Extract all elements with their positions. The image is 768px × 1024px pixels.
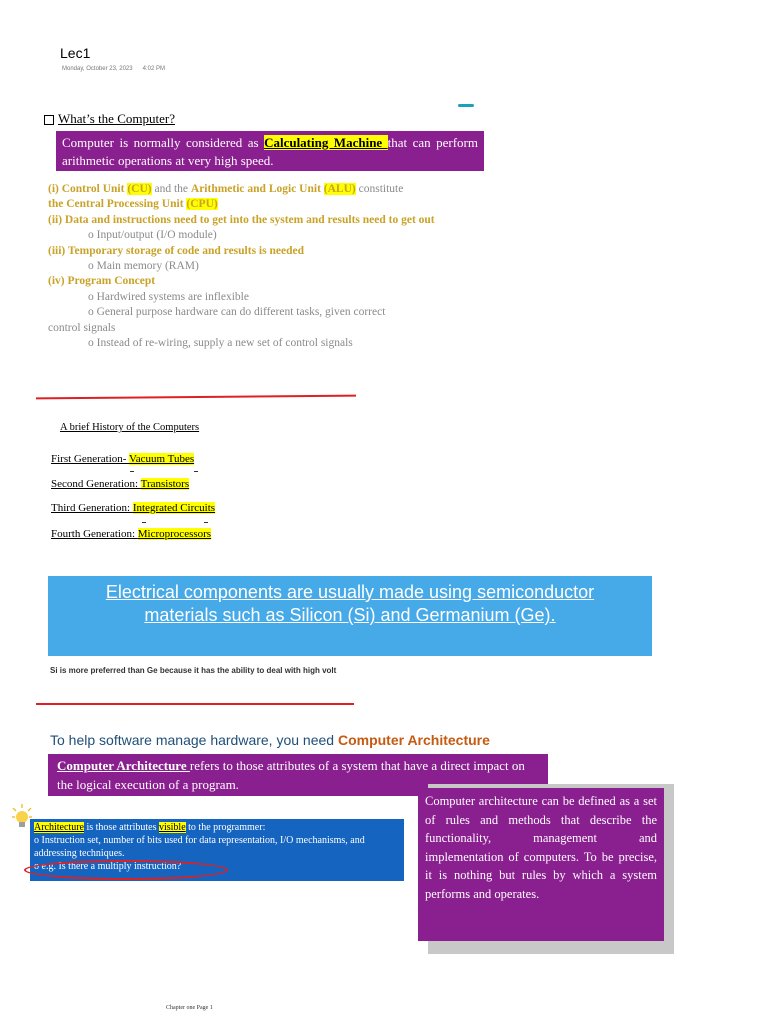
list-item (48, 197, 458, 212)
definition-text: Computer is normally considered as (62, 135, 265, 150)
item-text: Arithmetic and Logic Unit (190, 183, 324, 195)
definition-text: refers to those attributes of a system that have a direct impact on the logical execution of a program. (57, 758, 525, 792)
generation-value: Vacuum Tubes (129, 453, 195, 465)
generation-row (51, 478, 189, 490)
architecture-side-definition: Computer architecture can be defined as a set of rules and methods that describe the functionality, management and implementation of computers. To be precise, it is nothing but rules by which a system performs and operates. (418, 788, 664, 941)
generation-value: Integrated Circuits (132, 502, 216, 514)
stray-mark (142, 522, 146, 523)
red-circle-annotation (24, 860, 228, 880)
list-subitem: o General purpose hardware can do different tasks, given correct (88, 306, 386, 319)
checkbox-bullet-icon (44, 115, 54, 125)
page-footer: Chapter one Page 1 (166, 1005, 213, 1011)
section-heading-text: What’s the Computer? (58, 111, 175, 126)
item-text: constitute (355, 183, 404, 195)
section-heading (44, 111, 175, 127)
generation-value: Microprocessors (137, 528, 212, 540)
highlight-cpu: (CPU) (186, 198, 218, 211)
definition-text-end: that can perform arithmetic operations at very high speed. (62, 135, 478, 168)
red-divider (36, 395, 356, 400)
list-subitem: o Instead of re-wiring, supply a new set of control signals (88, 337, 353, 350)
list-item: (iv) Program Concept (48, 275, 156, 288)
generation-label: Second Generation: (51, 478, 141, 490)
generation-value: Transistors (140, 478, 190, 490)
generation-row (51, 453, 194, 465)
si-note: Si is more preferred than Ge because it has the ability to deal with high volt (50, 666, 337, 675)
definition-highlight: Calculating Machine (264, 135, 388, 150)
page-date: Monday, October 23, 2023 (62, 66, 133, 72)
highlight-visible: visible (158, 822, 186, 833)
list-item: (iii) Temporary storage of code and results is needed (48, 244, 304, 257)
highlight-cu: (CU) (127, 183, 152, 195)
callout-line: o Instruction set, number of bits used for data representation, I/O mechanisms, and addressing techniques. (34, 835, 365, 859)
red-divider (36, 703, 354, 705)
intro-bold: Computer Architecture (337, 732, 490, 748)
definition-term: Computer Architecture (57, 758, 190, 773)
stray-mark (194, 471, 198, 472)
generation-label: Third Generation: (51, 502, 133, 514)
banner-line: Electrical components are usually made using semiconductor (105, 582, 595, 602)
history-title: A brief History of the Computers (60, 422, 200, 433)
generation-row (51, 502, 215, 514)
highlight-alu: (ALU) (323, 183, 356, 195)
highlight-architecture: Architecture (34, 822, 84, 833)
cpu-components-list (48, 182, 458, 351)
list-subitem: o Main memory (RAM) (88, 260, 199, 273)
stray-mark (130, 471, 134, 472)
list-subitem-continued: control signals (48, 321, 116, 334)
callout-text: is those attributes (83, 822, 159, 833)
callout-line: o e.g. Is there a multiply instruction? (34, 861, 182, 872)
callout-text: to the programmer: (185, 822, 266, 833)
item-text: (i) Control Unit (48, 183, 128, 195)
item-text: and the (151, 183, 191, 195)
lightbulb-icon (12, 804, 32, 834)
list-subitem: o Hardwired systems are inflexible (88, 290, 249, 303)
page-timestamp (62, 66, 165, 72)
list-item (48, 182, 458, 197)
banner-line: materials such as Silicon (Si) and Germanium (Ge). (144, 605, 556, 625)
generation-label: Fourth Generation: (51, 528, 138, 540)
computer-definition-box (56, 131, 484, 171)
semiconductor-banner (48, 576, 652, 656)
generation-row (51, 528, 211, 540)
callout-line (34, 821, 400, 834)
generation-label: First Generation- (51, 453, 130, 465)
list-subitem: o Input/output (I/O module) (88, 229, 217, 242)
architecture-intro (50, 732, 490, 748)
list-item: (ii) Data and instructions need to get into the system and results need to get out (48, 213, 435, 226)
ink-mark (458, 104, 474, 107)
page-time: 4:02 PM (142, 66, 165, 72)
item-text: the Central Processing Unit (48, 198, 187, 211)
intro-text: To help software manage hardware, you need (50, 732, 338, 748)
page-title: Lec1 (60, 45, 91, 61)
stray-mark (204, 522, 208, 523)
